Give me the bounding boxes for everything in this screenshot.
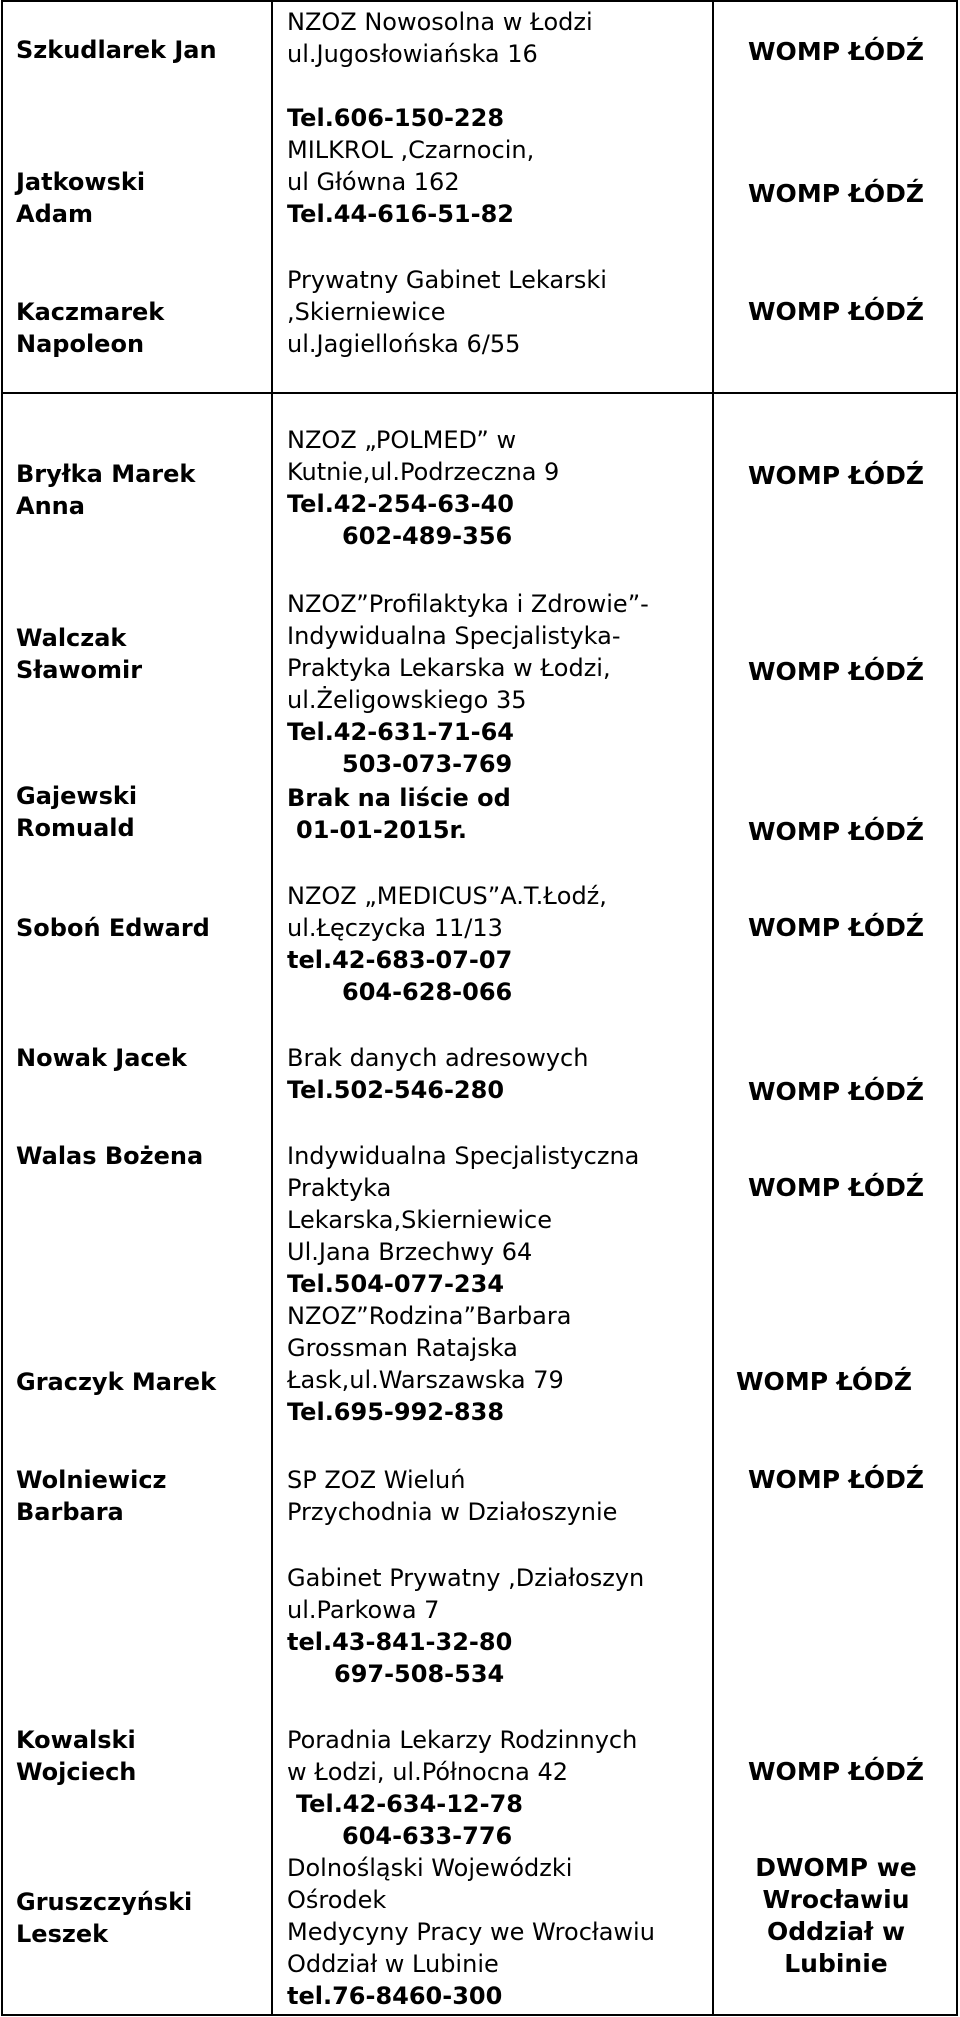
doctor-name: Adam — [16, 200, 93, 228]
womp-label: WOMP ŁÓDŹ — [747, 817, 925, 846]
institution-line: ul.Żeligowskiego 35 — [287, 686, 527, 714]
phone-line: 604-628-066 — [342, 978, 513, 1006]
institution-line: Przychodnia w Działoszynie — [287, 1498, 618, 1526]
status-line: 01-01-2015r. — [296, 816, 468, 844]
doctor-name: Wojciech — [16, 1758, 137, 1786]
institution-line: ul.Jugosłowiańska 16 — [287, 40, 538, 68]
phone-line: Tel.42-631-71-64 — [287, 718, 514, 746]
phone-line: Tel.502-546-280 — [287, 1076, 505, 1104]
institution-line: Poradnia Lekarzy Rodzinnych — [287, 1726, 638, 1754]
doctor-name: Walas Bożena — [16, 1142, 204, 1170]
institution-line: Praktyka — [287, 1174, 392, 1202]
phone-line: tel.42-683-07-07 — [287, 946, 513, 974]
phone-line: 697-508-534 — [334, 1660, 505, 1688]
phone-line: Tel.695-992-838 — [287, 1398, 505, 1426]
phone-line: tel.43-841-32-80 — [287, 1628, 513, 1656]
doctor-name: Bryłka Marek — [16, 460, 196, 488]
institution-line: Indywidualna Specjalistyczna — [287, 1142, 640, 1170]
institution-line: MILKROL ,Czarnocin, — [287, 136, 535, 164]
doctor-name: Kaczmarek — [16, 298, 165, 326]
phone-line: Tel.42-254-63-40 — [287, 490, 514, 518]
womp-label: WOMP ŁÓDŹ — [747, 657, 925, 686]
column-divider — [271, 2, 273, 2014]
institution-line: SP ZOZ Wieluń — [287, 1466, 466, 1494]
institution-line: Lekarska,Skierniewice — [287, 1206, 552, 1234]
doctor-name: Walczak — [16, 624, 127, 652]
institution-line: NZOZ „MEDICUS”A.T.Łodź, — [287, 882, 607, 910]
doctor-name: Gruszczyński — [16, 1888, 193, 1916]
doctor-name: Napoleon — [16, 330, 145, 358]
institution-line: NZOZ”Rodzina”Barbara — [287, 1302, 572, 1330]
womp-label: DWOMP we — [755, 1853, 917, 1882]
womp-label: WOMP ŁÓDŹ — [747, 37, 925, 66]
status-line: Brak na liście od — [287, 784, 511, 812]
institution-line: Medycyny Pracy we Wrocławiu — [287, 1918, 655, 1946]
institution-line: Gabinet Prywatny ,Działoszyn — [287, 1564, 645, 1592]
institution-line: ul Główna 162 — [287, 168, 460, 196]
womp-label: WOMP ŁÓDŹ — [747, 461, 925, 490]
womp-label: WOMP ŁÓDŹ — [747, 913, 925, 942]
institution-line: NZOZ Nowosolna w Łodzi — [287, 8, 593, 36]
institution-line: Oddział w Lubinie — [287, 1950, 499, 1978]
phone-line: 602-489-356 — [342, 522, 513, 550]
womp-label: Lubinie — [784, 1949, 888, 1978]
institution-line: Łask,ul.Warszawska 79 — [287, 1366, 564, 1394]
row-divider — [3, 392, 956, 394]
phone-line: Tel.44-616-51-82 — [287, 200, 514, 228]
institution-line: Ośrodek — [287, 1886, 387, 1914]
institution-line: ul.Jagiellońska 6/55 — [287, 330, 521, 358]
phone-line: Tel.606-150-228 — [287, 104, 505, 132]
institution-line: Ul.Jana Brzechwy 64 — [287, 1238, 533, 1266]
institution-line: Dolnośląski Wojewódzki — [287, 1854, 573, 1882]
doctor-name: Kowalski — [16, 1726, 136, 1754]
doctor-name: Soboń Edward — [16, 914, 210, 942]
institution-line: Kutnie,ul.Podrzeczna 9 — [287, 458, 560, 486]
doctor-name: Leszek — [16, 1920, 109, 1948]
column-divider — [712, 2, 714, 2014]
institution-line: ul.Łęczycka 11/13 — [287, 914, 503, 942]
doctor-name: Szkudlarek Jan — [16, 36, 217, 64]
womp-label: WOMP ŁÓDŹ — [747, 1465, 925, 1494]
phone-line: Tel.504-077-234 — [287, 1270, 505, 1298]
phone-line: 503-073-769 — [342, 750, 513, 778]
doctor-name: Barbara — [16, 1498, 124, 1526]
institution-line: NZOZ”Profilaktyka i Zdrowie”- — [287, 590, 649, 618]
doctor-name: Sławomir — [16, 656, 143, 684]
institution-line: Indywidualna Specjalistyka- — [287, 622, 621, 650]
womp-label: WOMP ŁÓDŹ — [747, 297, 925, 326]
institution-line: Grossman Ratajska — [287, 1334, 518, 1362]
womp-label: WOMP ŁÓDŹ — [747, 1173, 925, 1202]
womp-label: Oddział w — [766, 1917, 906, 1946]
doctor-name: Graczyk Marek — [16, 1368, 217, 1396]
doctor-name: Romuald — [16, 814, 135, 842]
doctor-name: Anna — [16, 492, 85, 520]
institution-line: ul.Parkowa 7 — [287, 1596, 440, 1624]
womp-label: WOMP ŁÓDŹ — [735, 1367, 913, 1396]
doctor-name: Gajewski — [16, 782, 138, 810]
phone-line: Tel.42-634-12-78 — [296, 1790, 523, 1818]
institution-line: NZOZ „POLMED” w — [287, 426, 517, 454]
institution-line: Prywatny Gabinet Lekarski — [287, 266, 607, 294]
womp-label: WOMP ŁÓDŹ — [747, 1757, 925, 1786]
institution-line: ,Skierniewice — [287, 298, 446, 326]
doctor-name: Jatkowski — [16, 168, 146, 196]
womp-label: WOMP ŁÓDŹ — [747, 179, 925, 208]
womp-label: Wrocławiu — [762, 1885, 910, 1914]
womp-label: WOMP ŁÓDŹ — [747, 1077, 925, 1106]
institution-line: w Łodzi, ul.Północna 42 — [287, 1758, 568, 1786]
institution-line: Praktyka Lekarska w Łodzi, — [287, 654, 611, 682]
phone-line: 604-633-776 — [342, 1822, 513, 1850]
phone-line: tel.76-8460-300 — [287, 1982, 503, 2010]
institution-line: Brak danych adresowych — [287, 1044, 589, 1072]
doctor-name: Nowak Jacek — [16, 1044, 187, 1072]
doctor-name: Wolniewicz — [16, 1466, 167, 1494]
